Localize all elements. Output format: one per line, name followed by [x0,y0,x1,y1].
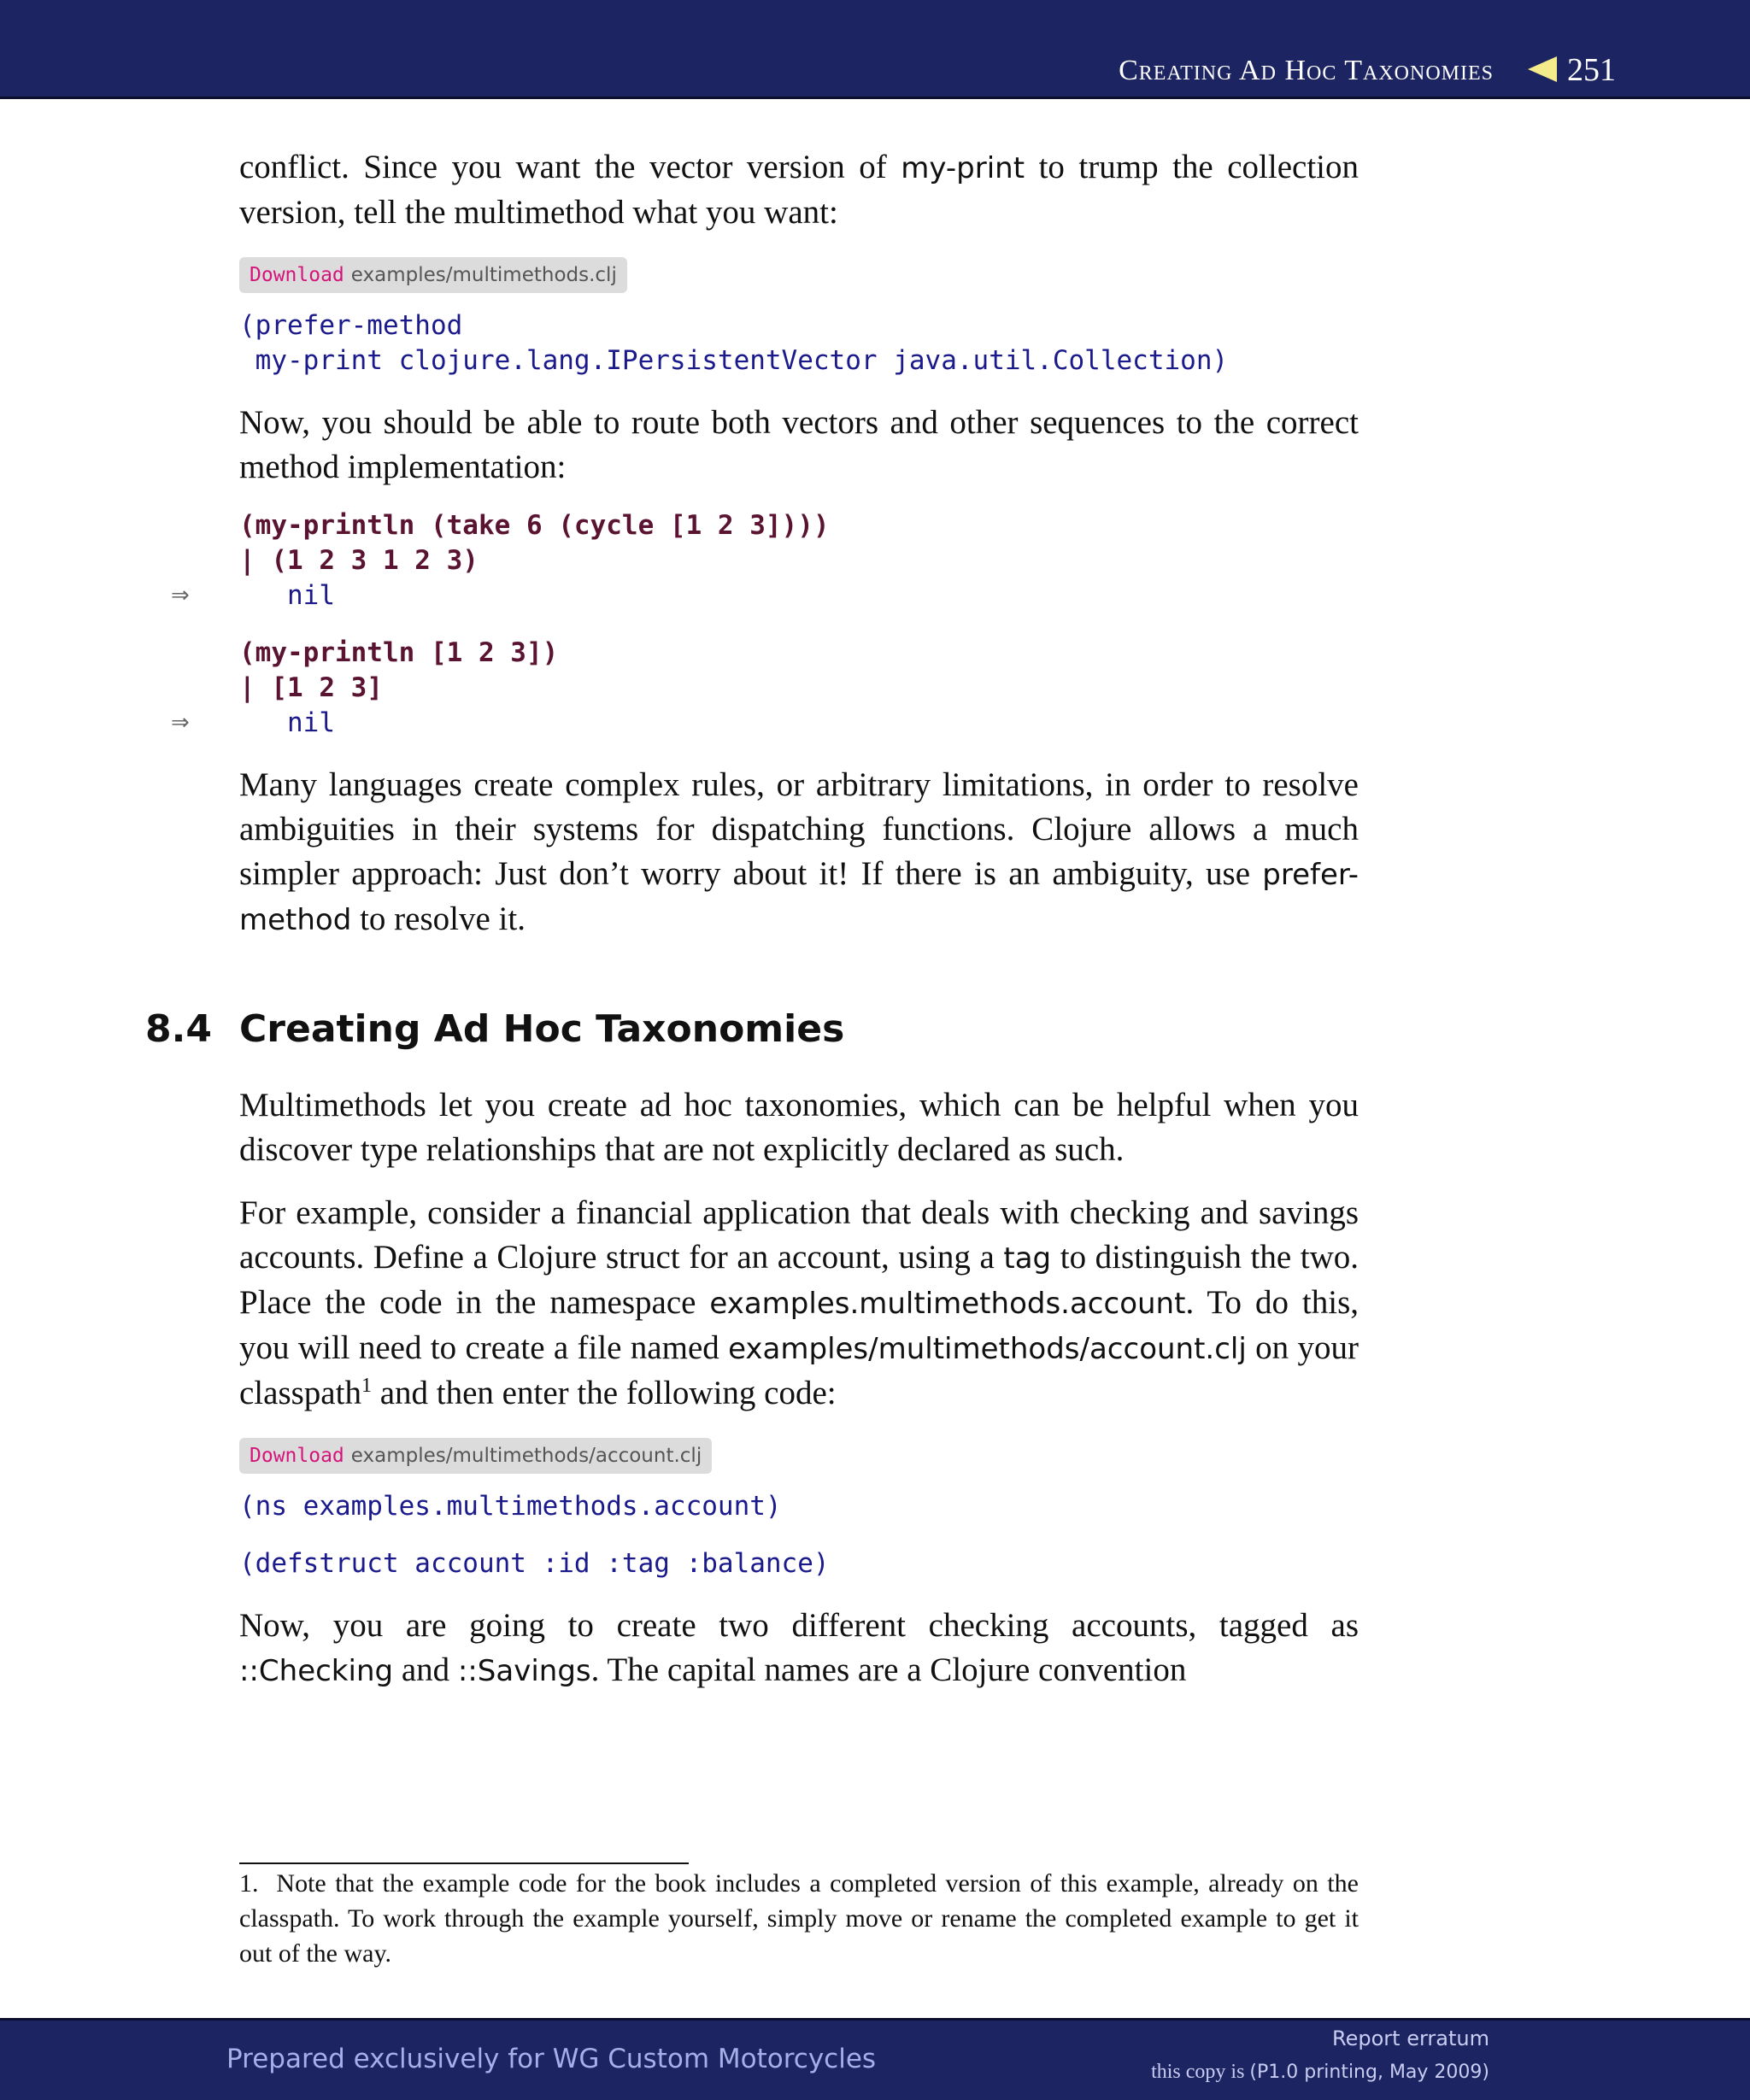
download-link[interactable] [239,1438,712,1474]
section-title: Creating Ad Hoc Taxonomies [239,1007,845,1051]
footnote-number: 1. [239,1869,259,1898]
result-arrow-icon: ⇒ [171,583,190,608]
download-path[interactable]: examples/multimethods.clj [350,264,617,286]
section-number: 8.4 [145,1007,212,1051]
inline-code: ::Savings [457,1654,591,1688]
paragraph-text: conflict. Since you want the vector version of [239,149,901,185]
report-erratum-link[interactable]: Report erratum [1332,2027,1489,2050]
inline-code: examples.multimethods.account [709,1287,1186,1321]
code-block: (ns examples.multimethods.account) [239,1491,782,1522]
paragraph-text: For example, consider a financial application that deals with checking and savings accounts. Define a Clojure struct for an account, using a [239,1194,1359,1276]
page-content [145,145,1359,1712]
running-head: Creating Ad Hoc Taxonomies [1119,55,1494,86]
copy-info [1151,2061,1489,2084]
download-path[interactable]: examples/multimethods/account.clj [350,1445,702,1467]
page-number: 251 [1567,52,1616,88]
paragraph-text: Many languages create complex rules, or arbitrary limitations, in order to resolve ambiguities in their systems for dispatching functions. Clojure allows a much simpler approach: Just don’t worry about it! If there is an ambiguity, use [239,766,1359,892]
repl-output: | [1 2 3] [239,672,383,703]
footnote-marker[interactable]: 1 [361,1375,372,1397]
paragraph-text: to distinguish the two. Place the code in the namespace [239,1239,1359,1321]
copy-prefix: this copy is [1151,2061,1250,2083]
printing-info: (P1.0 printing, May 2009) [1249,2062,1489,2083]
paragraph-text: and then enter the following code: [371,1375,837,1411]
download-link[interactable] [239,257,627,293]
repl-session [171,636,1359,741]
previous-page-arrow-icon[interactable] [1528,56,1557,82]
section-heading [145,1007,1359,1051]
repl-result: nil [239,580,335,611]
inline-code: prefer-method [239,858,1359,937]
inline-code: examples/multimethods/account.clj [728,1332,1247,1366]
inline-code: my-print [901,151,1025,185]
paragraph: Multimethods let you create ad hoc taxonomies, which can be helpful when you discover type relationships that are not explicitly declared as such. [239,1087,1359,1168]
code-block: (defstruct account :id :tag :balance) [239,1548,830,1579]
footnote [239,1866,1359,1971]
repl-input: (my-println (take 6 (cycle [1 2 3]))) [239,510,830,541]
footnote-text: Note that the example code for the book includes a completed version of this example, already on the classpath. To work through the example yourself, simply move or rename the completed example to get it out of the way. [239,1869,1359,1968]
repl-session [171,508,1359,613]
footnote-divider [239,1862,689,1864]
repl-input: (my-println [1 2 3]) [239,637,559,668]
repl-output: | (1 2 3 1 2 3) [239,545,479,576]
result-arrow-icon: ⇒ [171,710,190,736]
paragraph: Now, you should be able to route both vectors and other sequences to the correct method implementation: [239,404,1359,485]
inline-code: ::Checking [239,1654,394,1688]
paragraph-text: to resolve it. [351,900,526,937]
paragraph-text: Now, you are going to create two different checking accounts, tagged as [239,1607,1359,1644]
paragraph-text: on your classpath [239,1329,1359,1411]
prepared-for-text: Prepared exclusively for WG Custom Motorcycles [226,2044,877,2074]
repl-result: nil [239,707,335,738]
paragraph-text: . To do this, you will need to create a file named [239,1284,1359,1366]
paragraph [239,145,1359,235]
download-label[interactable]: Download [250,1445,344,1467]
paragraph [239,1604,1359,1693]
download-label[interactable]: Download [250,264,344,286]
paragraph-text: and [393,1651,458,1688]
paragraph [239,1191,1359,1416]
paragraph-text: . The capital names are a Clojure convention [590,1651,1187,1688]
paragraph-text: to trump the collection version, tell the multimethod what you want: [239,149,1359,231]
code-block: (prefer-method my-print clojure.lang.IPersistentVector java.util.Collection) [239,310,1229,376]
inline-code: tag [1003,1241,1052,1276]
paragraph [239,763,1359,942]
